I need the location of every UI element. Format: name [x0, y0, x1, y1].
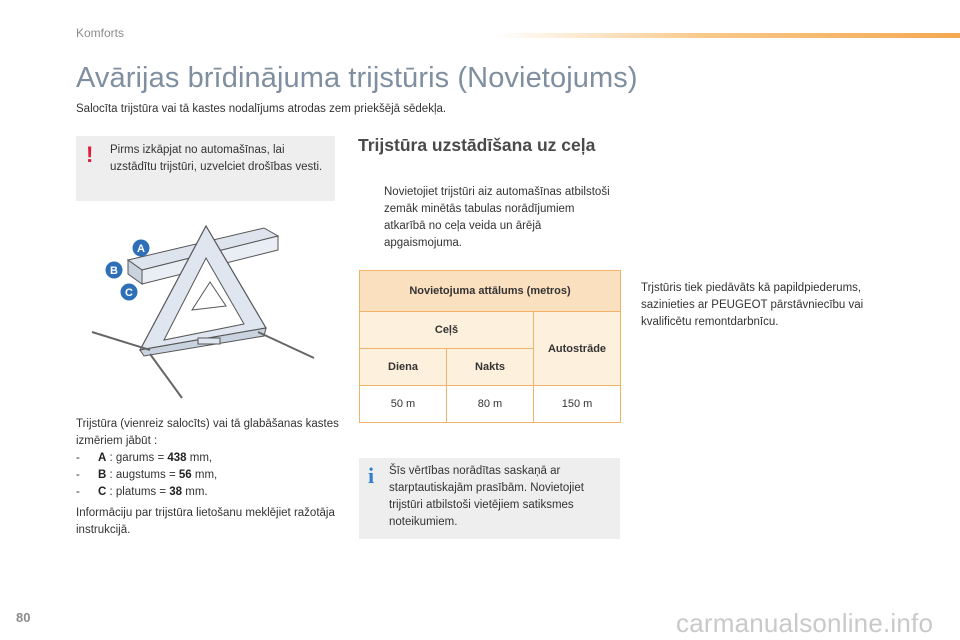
dimension-label-b: [106, 262, 123, 279]
svg-text:C: C: [125, 287, 133, 299]
header-accent-bar: [495, 33, 960, 38]
warning-triangle-illustration: [88, 222, 328, 400]
section-label: Komforts: [76, 26, 125, 40]
manufacturer-note: Informāciju par trijstūra lietošanu meklējiet ražotāja instrukcijā.: [76, 507, 335, 536]
dimension-label-a: [133, 240, 150, 257]
table-cell-highway: 150 m: [534, 386, 621, 423]
road-heading: Trijstūra uzstādīšana uz ceļa: [358, 135, 596, 155]
watermark: carmanualsonline.info: [676, 608, 934, 638]
table-col-day: Diena: [360, 349, 447, 386]
dimension-row-b: - B : augstums = 56 mm,: [76, 469, 218, 481]
table-cell-night: 80 m: [447, 386, 534, 423]
svg-text:A: A: [137, 243, 145, 255]
warning-box: [76, 136, 335, 201]
info-box: [359, 458, 620, 539]
warning-text: Pirms izkāpjat no automašīnas, lai uzstādītu trijstūri, uzvelciet drošības vesti.: [110, 144, 323, 173]
intro-text: Salocīta trijstūra vai tā kastes nodalījums atrodas zem priekšējā sēdekļa.: [76, 103, 447, 115]
accessory-note: Trjstūris tiek piedāvāts kā papildpiederums, sazinieties ar PEUGEOT pārstāvniecību vai kvalificētu remontdarbnīcu.: [641, 282, 864, 328]
table-title: Novietojuma attālums (metros): [360, 271, 621, 312]
dimension-row-c: - C : platums = 38 mm.: [76, 486, 208, 498]
table-cell-day: 50 m: [360, 386, 447, 423]
road-bullet-text: Novietojiet trijstūri aiz automašīnas atbilstoši zemāk minētās tabulas norādījumiem atkarībā no ceļa veida un ārējā apgaismojuma.: [384, 186, 610, 249]
distance-table: [359, 270, 621, 423]
table-col-night: Nakts: [447, 349, 534, 386]
table-col-highway: Autostrāde: [534, 312, 621, 386]
dimension-row-a: - A : garums = 438 mm,: [76, 452, 213, 464]
dimensions-intro: Trijstūra (vienreiz salocīts) vai tā glabāšanas kastes izmēriem jābūt :: [76, 418, 339, 447]
page-number: 80: [16, 610, 31, 625]
table-col-road: Ceļš: [360, 312, 534, 349]
dimensions-text: [76, 416, 341, 501]
svg-text:B: B: [110, 265, 118, 277]
info-text: Šīs vērtības norādītas saskaņā ar starptautiskajām prasībām. Novietojiet trijstūri atbilstoši vietējiem satiksmes noteikumiem.: [389, 465, 584, 528]
page-title: Avārijas brīdinājuma trijstūris (Novietojums): [76, 62, 638, 94]
info-icon: i: [368, 463, 375, 488]
dimension-label-c: [121, 284, 138, 301]
warning-icon: !: [86, 142, 94, 167]
